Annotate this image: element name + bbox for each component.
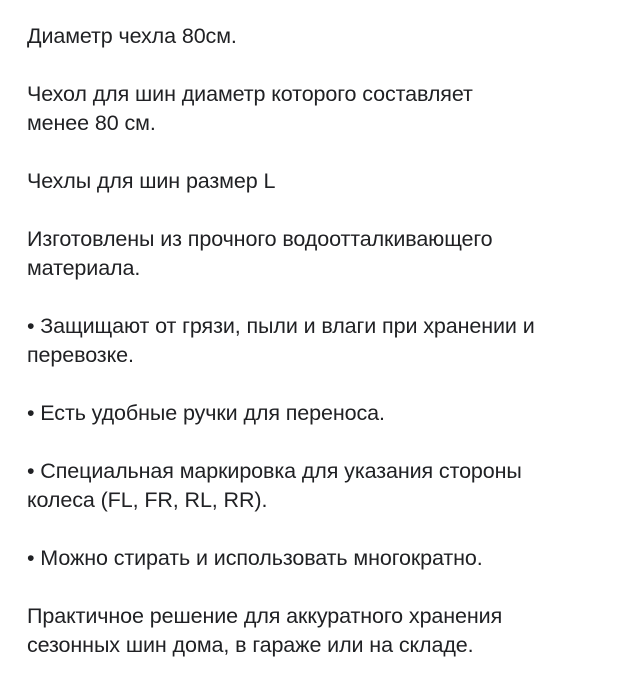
text-line: • Защищают от грязи, пыли и влаги при хранении и	[27, 314, 535, 338]
paragraph-size	[27, 167, 627, 196]
bullet-washable	[27, 544, 627, 573]
text-line: менее 80 см.	[27, 111, 156, 135]
bullet-marking	[27, 457, 627, 515]
paragraph-material	[27, 225, 627, 283]
paragraph-cover-description	[27, 80, 627, 138]
text-line: • Специальная маркировка для указания стороны	[27, 459, 522, 483]
text-line: Изготовлены из прочного водоотталкивающего	[27, 227, 493, 251]
bullet-protection	[27, 312, 627, 370]
text-line: сезонных шин дома, в гараже или на складе.	[27, 633, 474, 657]
text-line: Диаметр чехла 80см.	[27, 24, 237, 48]
text-line: материала.	[27, 256, 141, 280]
text-line: колеса (FL, FR, RL, RR).	[27, 488, 268, 512]
text-line: Практичное решение для аккуратного хранения	[27, 604, 503, 628]
text-line: Чехол для шин диаметр которого составляет	[27, 82, 473, 106]
paragraph-summary	[27, 602, 627, 660]
text-line: Чехлы для шин размер L	[27, 169, 276, 193]
text-line: • Можно стирать и использовать многократно.	[27, 546, 483, 570]
text-line: перевозке.	[27, 343, 134, 367]
text-line: • Есть удобные ручки для переноса.	[27, 401, 385, 425]
product-description	[27, 22, 627, 660]
bullet-handles	[27, 399, 627, 428]
paragraph-diameter	[27, 22, 627, 51]
